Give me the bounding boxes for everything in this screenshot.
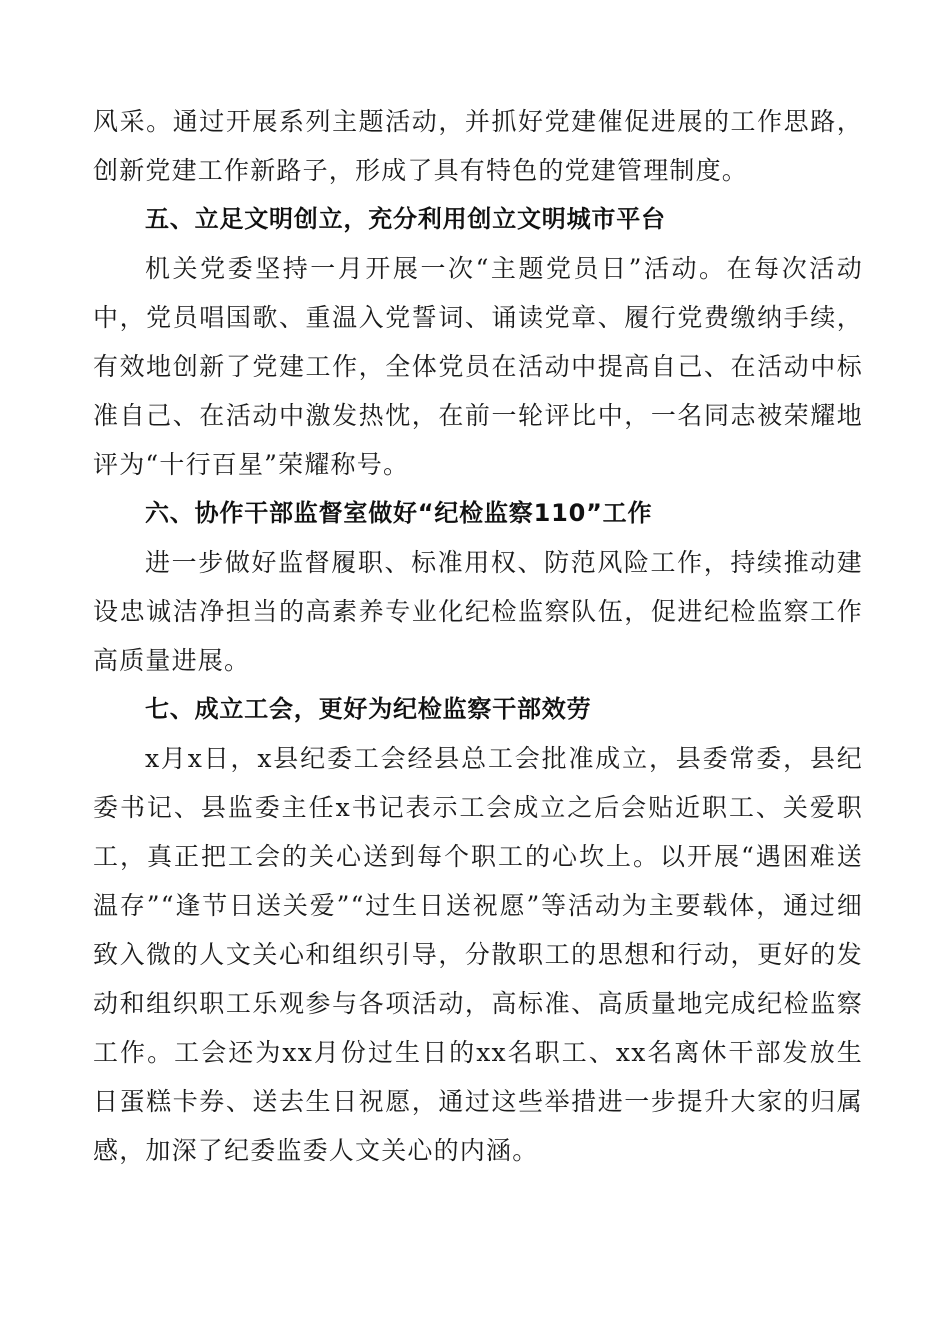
section-6-heading: 六、协作干部监督室做好“纪检监察110”工作 — [145, 499, 653, 527]
section-5-heading: 五、立足文明创立，充分利用创立文明城市平台 — [145, 205, 666, 233]
section-6-paragraph: 进一步做好监督履职、标准用权、防范风险工作，持续推动建设忠诚洁净担当的高素养专业化纪检监察队伍，促进纪检监察工作高质量进展。 — [93, 548, 863, 675]
section-7-heading: 七、成立工会，更好为纪检监察干部效劳 — [145, 695, 592, 723]
document-body — [93, 97, 863, 1175]
section-7-paragraph: x月x日，x县纪委工会经县总工会批准成立，县委常委，县纪委书记、县监委主任x书记表示工会成立之后会贴近职工、关爱职工，真正把工会的关心送到每个职工的心坎上。以开展“遇困难送温存”“逢节日送关爱”“过生日送祝愿”等活动为主要载体，通过细致入微的人文关心和组织引导，分散职工的思想和行动，更好的发动和组织职工乐观参与各项活动，高标准、高质量地完成纪检监察工作。工会还为xx月份过生日的xx名职工、xx名离休干部发放生日蛋糕卡券、送去生日祝愿，通过这些举措进一步提升大家的归属感，加深了纪委监委人文关心的内涵。 — [93, 744, 863, 1165]
continuation-paragraph: 风采。通过开展系列主题活动，并抓好党建催促进展的工作思路，创新党建工作新路子，形成了具有特色的党建管理制度。 — [93, 107, 863, 185]
section-5-paragraph: 机关党委坚持一月开展一次“主题党员日”活动。在每次活动中，党员唱国歌、重温入党誓词、诵读党章、履行党费缴纳手续，有效地创新了党建工作，全体党员在活动中提高自己、在活动中标准自己、在活动中激发热忱，在前一轮评比中，一名同志被荣耀地评为“十行百星”荣耀称号。 — [93, 254, 863, 479]
